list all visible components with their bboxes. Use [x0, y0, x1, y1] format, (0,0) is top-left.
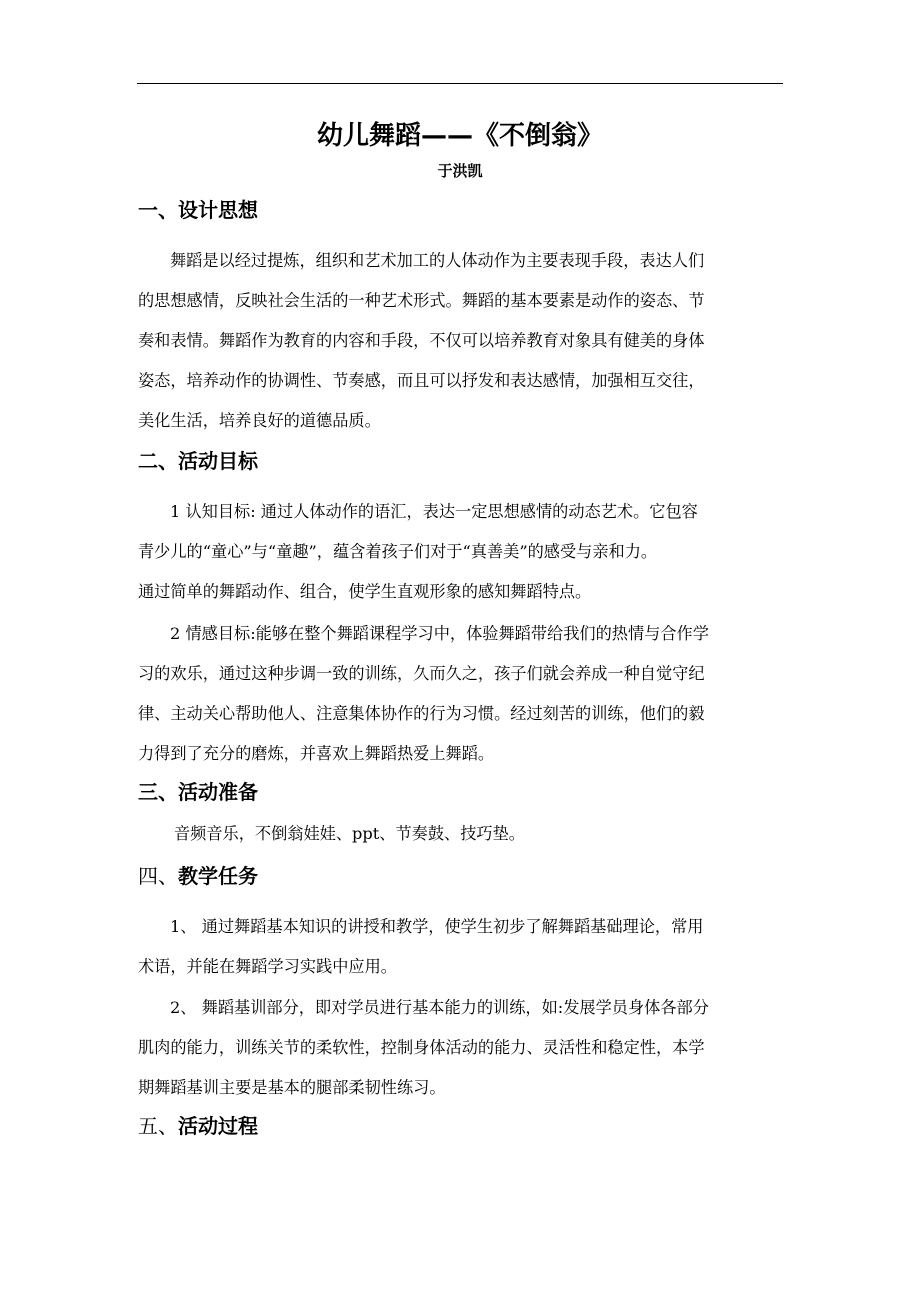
section-heading-goals: [138, 446, 258, 476]
section-title: 活动过程: [178, 1114, 258, 1138]
text-line: 习的欢乐，通过这种步调一致的训练，久而久之，孩子们就会养成一种自觉守纪: [138, 664, 705, 683]
paragraph-task-2: [138, 988, 788, 1108]
text-line: 1 认知目标: 通过人体动作的语汇，表达一定思想感情的动态艺术。它包容: [170, 502, 698, 521]
paragraph-design: [138, 241, 788, 441]
text-line: 通过简单的舞蹈动作、组合，使学生直观形象的感知舞蹈特点。: [138, 582, 592, 601]
paragraph-task-1: [138, 907, 788, 987]
section-title: 教学任务: [178, 864, 258, 888]
text-line: 肌肉的能力，训练关节的柔软性，控制身体活动的能力、灵活性和稳定性，本学: [138, 1038, 705, 1057]
text-line: 美化生活，培养良好的道德品质。: [138, 411, 381, 430]
text-line: 音频音乐，不倒翁娃娃、ppt、节奏鼓、技巧垫。: [174, 824, 525, 843]
section-number: 一、: [138, 198, 178, 222]
document-title: 幼儿舞蹈——《不倒翁》: [316, 121, 603, 151]
text-line: 姿态，培养动作的协调性、节奏感，而且可以抒发和表达感情，加强相互交往，: [138, 371, 705, 390]
header-rule: [137, 83, 783, 84]
section-number: 五、: [138, 1114, 178, 1138]
text-line: 的思想感情，反映社会生活的一种艺术形式。舞蹈的基本要素是动作的姿态、节: [138, 291, 705, 310]
section-heading-design: [138, 195, 258, 225]
section-number: 三、: [138, 780, 178, 804]
section-title: 设计思想: [178, 198, 258, 222]
section-heading-tasks: [138, 861, 258, 891]
section-title: 活动准备: [178, 780, 258, 804]
text-line: 力得到了充分的磨炼，并喜欢上舞蹈热爱上舞蹈。: [138, 744, 495, 763]
paragraph-emotional-goal: [138, 614, 788, 774]
section-number: 二、: [138, 449, 178, 473]
text-line: 2 情感目标:能够在整个舞蹈课程学习中，体验舞蹈带给我们的热情与合作学: [170, 624, 709, 643]
text-line: 律、主动关心帮助他人、注意集体协作的行为习惯。经过刻苦的训练，他们的毅: [138, 704, 705, 723]
text-line: 2、 舞蹈基训部分，即对学员进行基本能力的训练，如:发展学员身体各部分: [170, 998, 709, 1017]
text-line: 术语，并能在舞蹈学习实践中应用。: [138, 957, 397, 976]
text-line: 舞蹈是以经过提炼，组织和艺术加工的人体动作为主要表现手段，表达人们: [170, 251, 705, 270]
paragraph-preparation: [138, 814, 788, 854]
section-heading-preparation: [138, 777, 258, 807]
text-line: 奏和表情。舞蹈作为教育的内容和手段，不仅可以培养教育对象具有健美的身体: [138, 331, 705, 350]
paragraph-cognitive-goal: [138, 492, 788, 612]
text-line: 期舞蹈基训主要是基本的腿部柔韧性练习。: [138, 1078, 446, 1097]
section-number: 四、: [138, 864, 178, 888]
section-heading-process: [138, 1111, 258, 1141]
document-author: 于洪凯: [437, 162, 483, 180]
text-line: 1、 通过舞蹈基本知识的讲授和教学，使学生初步了解舞蹈基础理论，常用: [170, 917, 704, 936]
text-line: 青少儿的“童心”与“童趣”，蕴含着孩子们对于“真善美”的感受与亲和力。: [138, 542, 658, 561]
section-title: 活动目标: [178, 449, 258, 473]
